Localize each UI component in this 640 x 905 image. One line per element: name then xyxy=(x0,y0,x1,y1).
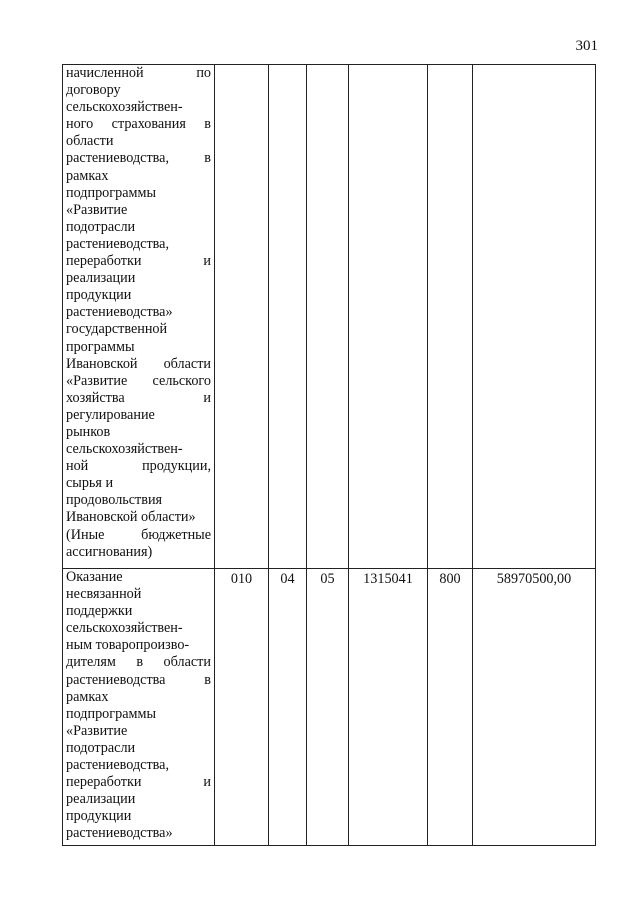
description-line: переработки и xyxy=(66,253,211,270)
description-line: продукции xyxy=(66,808,132,825)
description-line: подпрограммы xyxy=(66,184,156,201)
description-line: растениеводства в xyxy=(66,671,211,688)
section-code-cell xyxy=(269,65,307,569)
description-line: дителям в области xyxy=(66,654,211,671)
description-line: Оказание xyxy=(66,569,123,585)
section-code-cell: 04 xyxy=(269,569,307,846)
description-line: государственной xyxy=(66,321,168,338)
description-line: «Развитие сельского xyxy=(66,372,211,389)
description-line: рынков xyxy=(66,423,111,440)
description-line: (Иные бюджетные xyxy=(66,526,211,543)
description-line: ассигнования) xyxy=(66,543,153,560)
description-line: хозяйства и xyxy=(66,389,211,406)
description-line: сельскохозяйствен- xyxy=(66,620,183,637)
description-line: регулирование xyxy=(66,406,155,423)
description-line: сельскохозяйствен- xyxy=(66,441,183,458)
description-line: растениеводства» xyxy=(66,304,173,321)
description-line: растениеводства» xyxy=(66,825,173,842)
description-line: области xyxy=(66,133,114,150)
table-row xyxy=(63,65,596,569)
description-line: договору xyxy=(66,82,121,99)
description-line: программы xyxy=(66,338,135,355)
description-line: реализации xyxy=(66,791,136,808)
description-line: ной продукции, xyxy=(66,458,211,475)
description-line: подотрасли xyxy=(66,218,136,235)
description-line: растениеводства, xyxy=(66,757,170,774)
description-line: переработки и xyxy=(66,774,211,791)
ministry-code-cell xyxy=(215,65,269,569)
target-code-cell xyxy=(349,65,428,569)
table-row xyxy=(63,569,596,846)
amount-cell xyxy=(473,65,596,569)
description-cell xyxy=(63,65,215,569)
description-line: поддержки xyxy=(66,603,133,620)
description-line: Ивановской области xyxy=(66,355,211,372)
page-number: 301 xyxy=(575,38,598,54)
description-line: растениеводства, в xyxy=(66,150,211,167)
description-line: подпрограммы xyxy=(66,705,156,722)
description-line: начисленной по xyxy=(66,65,211,81)
description-line: сельскохозяйствен- xyxy=(66,99,183,116)
description-line: продукции xyxy=(66,287,132,304)
description-line: продовольствия xyxy=(66,492,163,509)
expense-type-cell: 800 xyxy=(428,569,473,846)
description-line: сырья и xyxy=(66,475,114,492)
description-line: «Развитие xyxy=(66,201,128,218)
description-line: рамках xyxy=(66,688,109,705)
description-cell xyxy=(63,569,215,846)
expense-type-cell xyxy=(428,65,473,569)
description-line: рамках xyxy=(66,167,109,184)
description-line: подотрасли xyxy=(66,739,136,756)
description-line: ным товаропроизво- xyxy=(66,637,190,654)
amount-cell: 58970500,00 xyxy=(473,569,596,846)
description-line: растениеводства, xyxy=(66,235,170,252)
ministry-code-cell: 010 xyxy=(215,569,269,846)
budget-table xyxy=(62,64,596,846)
subsection-code-cell: 05 xyxy=(307,569,349,846)
description-line: Ивановской области» xyxy=(66,509,196,526)
description-line: ного страхования в xyxy=(66,116,211,133)
subsection-code-cell xyxy=(307,65,349,569)
target-code-cell: 1315041 xyxy=(349,569,428,846)
description-line: несвязанной xyxy=(66,586,142,603)
description-line: реализации xyxy=(66,270,136,287)
description-line: «Развитие xyxy=(66,722,128,739)
